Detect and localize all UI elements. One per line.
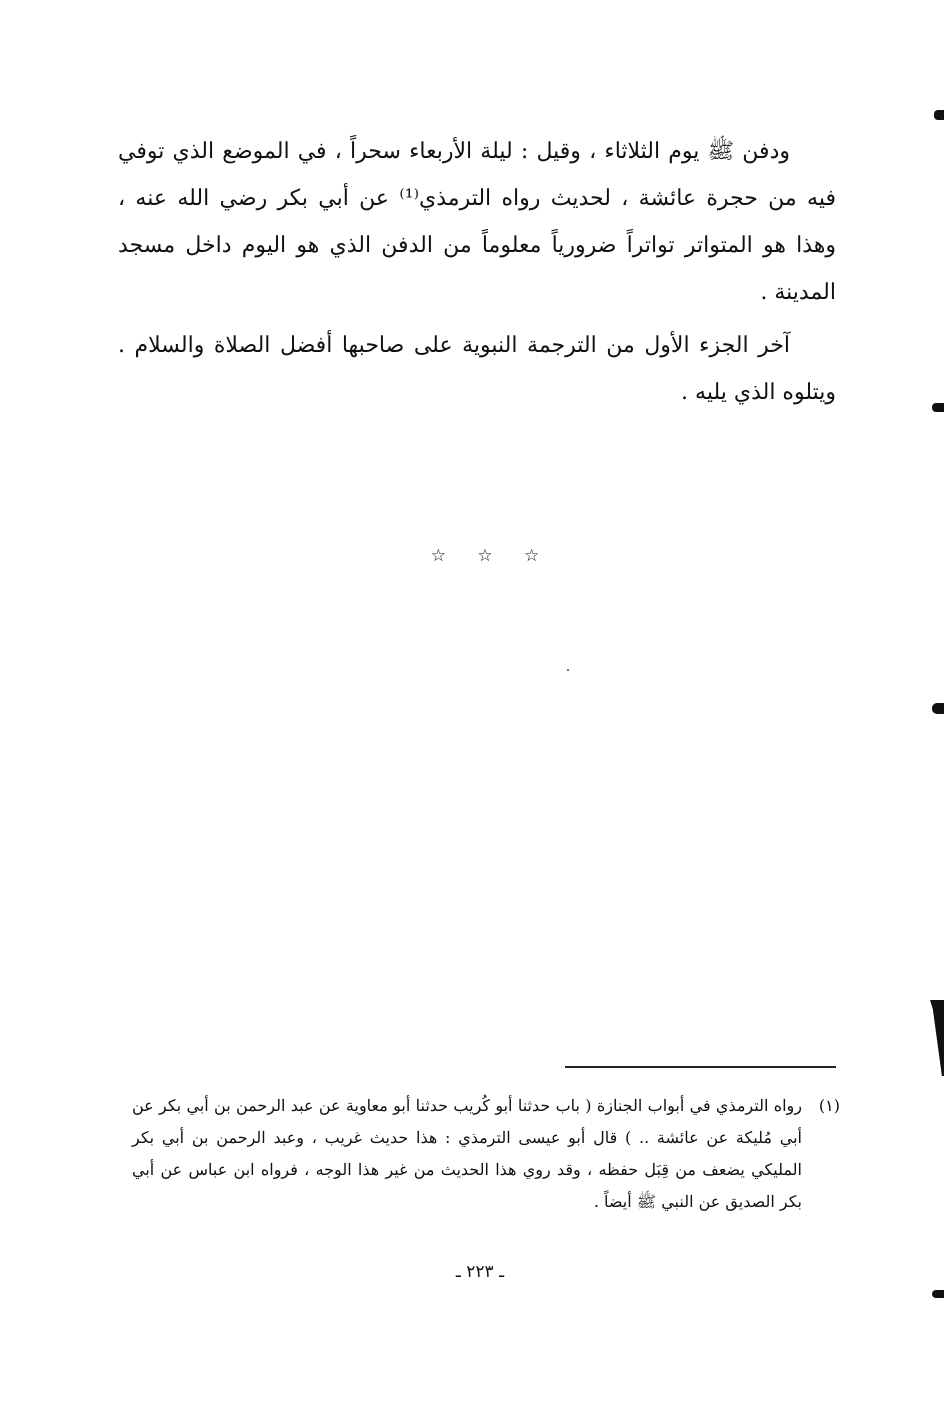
footnote-text: رواه الترمذي في أبواب الجنازة ( باب حدثنا أبو كُريب حدثنا أبو معاوية عن عبد الرحمن بن أبي بكر عن أبي مُليكة عن عائشة .. ) قال أبو عيسى الترمذي : هذا حديث غريب ، وعبد الرحمن بن أبي بكر المليكي يضعف من قِبَل حفظه ، وقد روي هذا الحديث من غير هذا الوجه ، فرواه ابن عباس عن أبي بكر الصديق عن النبي ﷺ أيضاً . <box>132 1096 803 1211</box>
scan-edge-mark <box>932 403 944 412</box>
scan-edge-mark <box>934 110 944 120</box>
star-icon: ☆ <box>430 546 446 566</box>
footnote-item <box>132 1090 840 1218</box>
section-divider-stars <box>400 546 570 566</box>
scan-edge-mark <box>930 1000 944 1076</box>
footnote-separator <box>565 1066 836 1068</box>
scan-edge-mark <box>932 703 944 714</box>
footnotes-section <box>132 1090 840 1218</box>
body-paragraph-1: ودفن ﷺ يوم الثلاثاء ، وقيل : ليلة الأربعاء سحراً ، في الموضع الذي توفي فيه من حجرة عائشة ، لحديث رواه الترمذي⁽¹⁾ عن أبي بكر رضي الله عنه ، وهذا هو المتواتر تواتراً ضرورياً معلوماً من الدفن الذي هو اليوم داخل مسجد المدينة . <box>118 139 836 305</box>
star-icon: ☆ <box>524 546 540 566</box>
footnote-marker: (١) <box>818 1096 840 1115</box>
star-icon: ☆ <box>477 546 493 566</box>
print-speck <box>567 669 569 671</box>
main-text-block <box>118 128 836 416</box>
page-number: ـ ٢٢٣ ـ <box>455 1262 505 1282</box>
scan-edge-mark <box>932 1290 944 1298</box>
body-paragraph-2: آخر الجزء الأول من الترجمة النبوية على صاحبها أفضل الصلاة والسلام . ويتلوه الذي يليه . <box>118 333 836 405</box>
